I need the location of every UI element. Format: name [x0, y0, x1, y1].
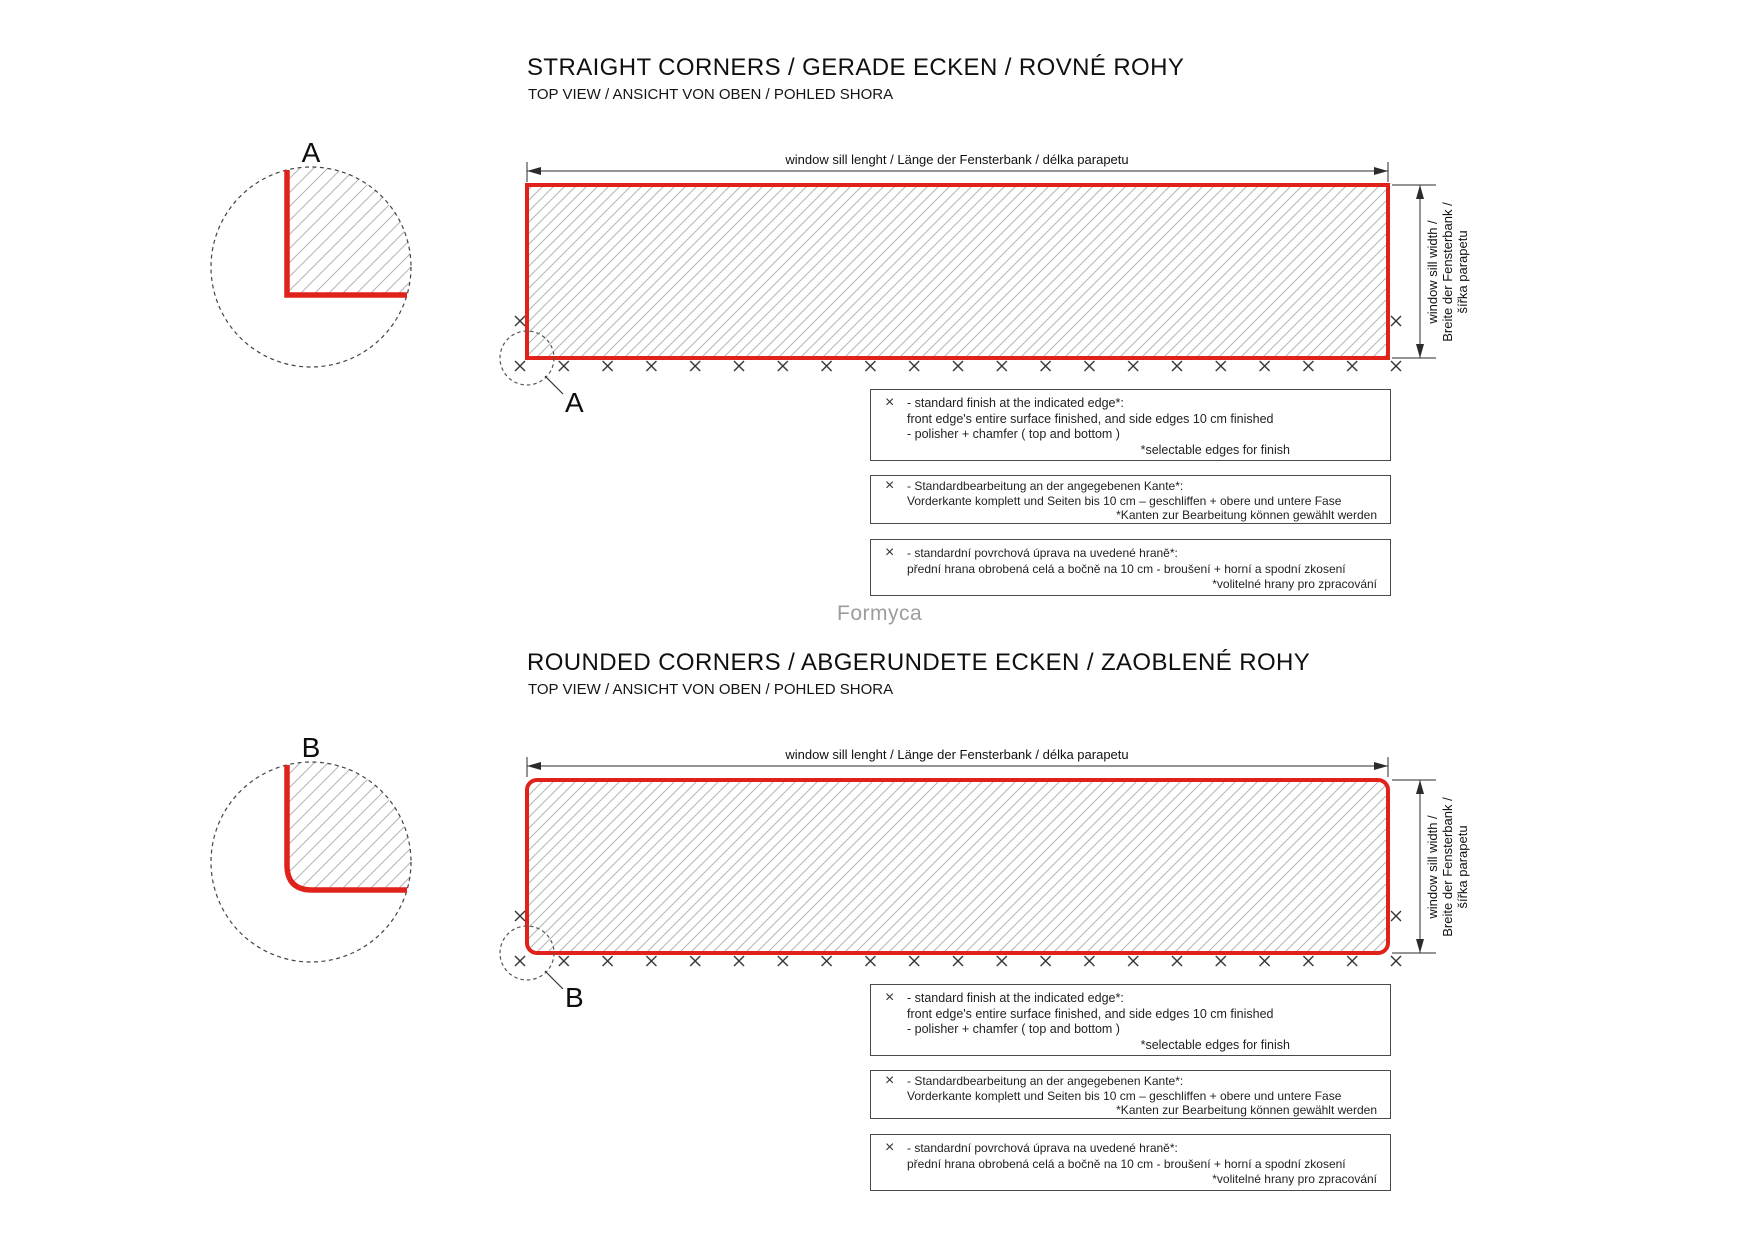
x-mark-symbol: × [885, 1139, 895, 1156]
callout-letter: A [565, 387, 584, 418]
finish-x-mark-left-icon [515, 911, 525, 921]
arrowhead-right-icon [1374, 762, 1388, 770]
note-footnote: *selectable edges for finish [1140, 1037, 1290, 1052]
arrowhead-down-icon [1416, 344, 1424, 358]
note-box-czech [870, 539, 1391, 596]
note-line [871, 1074, 1390, 1089]
section-subtitle: TOP VIEW / ANSICHT VON OBEN / POHLED SHORA [528, 681, 894, 698]
width-dimension-label-line3: šířka parapetu [1455, 825, 1470, 909]
length-dimension-label: window sill lenght / Länge der Fensterbank / délka parapetu [785, 152, 1129, 167]
width-dimension-label-line2: Breite der Fensterbank / [1440, 202, 1455, 342]
note-box-czech [870, 1134, 1391, 1191]
note-box-german [870, 1070, 1391, 1119]
arrowhead-down-icon [1416, 939, 1424, 953]
x-mark-symbol: × [885, 394, 895, 411]
note-text: přední hrana obrobená celá a bočně na 10 cm - broušení + horní a spodní zkosení [907, 1156, 1346, 1171]
watermark-logo: Formyca [837, 602, 923, 625]
window-sill-outline [527, 780, 1388, 953]
note-box-english [870, 984, 1391, 1056]
arrowhead-right-icon [1374, 167, 1388, 175]
note-text: - polisher + chamfer ( top and bottom ) [907, 427, 1120, 441]
note-text: front edge's entire surface finished, and side edges 10 cm finished [907, 1006, 1274, 1021]
section-title: STRAIGHT CORNERS / GERADE ECKEN / ROVNÉ ROHY [527, 54, 1185, 81]
note-footnote: *selectable edges for finish [1140, 442, 1290, 457]
note-footnote: *volitelné hrany pro zpracování [1212, 577, 1377, 591]
detail-hatch-fill [287, 167, 411, 295]
note-text: - standardní povrchová úprava na uvedené hraně*: [907, 1141, 1178, 1155]
x-mark-symbol: × [885, 989, 895, 1006]
note-text: - standard finish at the indicated edge*: [907, 396, 1124, 410]
finish-x-mark-right-icon [1391, 316, 1401, 326]
note-line [871, 479, 1390, 494]
finish-x-mark-right-icon [1391, 911, 1401, 921]
x-mark-symbol: × [885, 477, 895, 494]
arrowhead-left-icon [527, 762, 541, 770]
detail-letter: A [301, 137, 321, 168]
note-line [871, 1140, 1390, 1157]
arrowhead-up-icon [1416, 780, 1424, 794]
finish-x-mark-left-icon [515, 316, 525, 326]
note-text: - polisher + chamfer ( top and bottom ) [907, 1022, 1120, 1036]
note-line [871, 395, 1390, 412]
note-text: - Standardbearbeitung an der angegebenen Kante*: [907, 1074, 1184, 1088]
width-dimension-label-line1: window sill width / [1425, 220, 1440, 324]
note-footnote: *volitelné hrany pro zpracování [1212, 1172, 1377, 1186]
note-line [871, 545, 1390, 562]
note-text: Vorderkante komplett und Seiten bis 10 cm – geschliffen + obere und untere Fase [907, 1088, 1342, 1103]
section-rounded-corners [0, 595, 1754, 1191]
note-box-english [870, 389, 1391, 461]
x-mark-symbol: × [885, 544, 895, 561]
width-dimension-label-line1: window sill width / [1425, 815, 1440, 919]
note-footnote: *Kanten zur Bearbeitung können gewählt werden [1116, 1103, 1377, 1117]
x-mark-symbol: × [885, 1072, 895, 1089]
arrowhead-left-icon [527, 167, 541, 175]
straight-corner-drawing [180, 120, 1510, 430]
finish-x-marks-row [513, 359, 1403, 373]
note-box-german [870, 475, 1391, 524]
section-subtitle: TOP VIEW / ANSICHT VON OBEN / POHLED SHORA [528, 86, 894, 103]
width-dimension-label-line3: šířka parapetu [1455, 230, 1470, 314]
length-dimension-label: window sill lenght / Länge der Fensterbank / délka parapetu [785, 747, 1129, 762]
note-text: přední hrana obrobená celá a bočně na 10 cm - broušení + horní a spodní zkosení [907, 561, 1346, 576]
note-text: - standard finish at the indicated edge*: [907, 991, 1124, 1005]
note-footnote: *Kanten zur Bearbeitung können gewählt werden [1116, 508, 1377, 522]
finish-x-marks-row [513, 954, 1403, 968]
callout-leader-line [545, 376, 563, 394]
callout-letter: B [565, 982, 584, 1013]
detail-hatch-fill [287, 762, 411, 890]
detail-letter: B [301, 732, 321, 763]
note-text: - Standardbearbeitung an der angegebenen Kante*: [907, 479, 1184, 493]
section-straight-corners [0, 0, 1754, 596]
note-text: front edge's entire surface finished, and side edges 10 cm finished [907, 411, 1274, 426]
callout-leader-line [545, 971, 563, 989]
width-dimension-label-line2: Breite der Fensterbank / [1440, 797, 1455, 937]
note-line [871, 990, 1390, 1007]
window-sill-outline [527, 185, 1388, 358]
note-text: Vorderkante komplett und Seiten bis 10 cm – geschliffen + obere und untere Fase [907, 493, 1342, 508]
note-text: - standardní povrchová úprava na uvedené hraně*: [907, 546, 1178, 560]
arrowhead-up-icon [1416, 185, 1424, 199]
rounded-corner-drawing [180, 715, 1510, 1025]
section-title: ROUNDED CORNERS / ABGERUNDETE ECKEN / ZAOBLENÉ ROHY [527, 649, 1311, 676]
